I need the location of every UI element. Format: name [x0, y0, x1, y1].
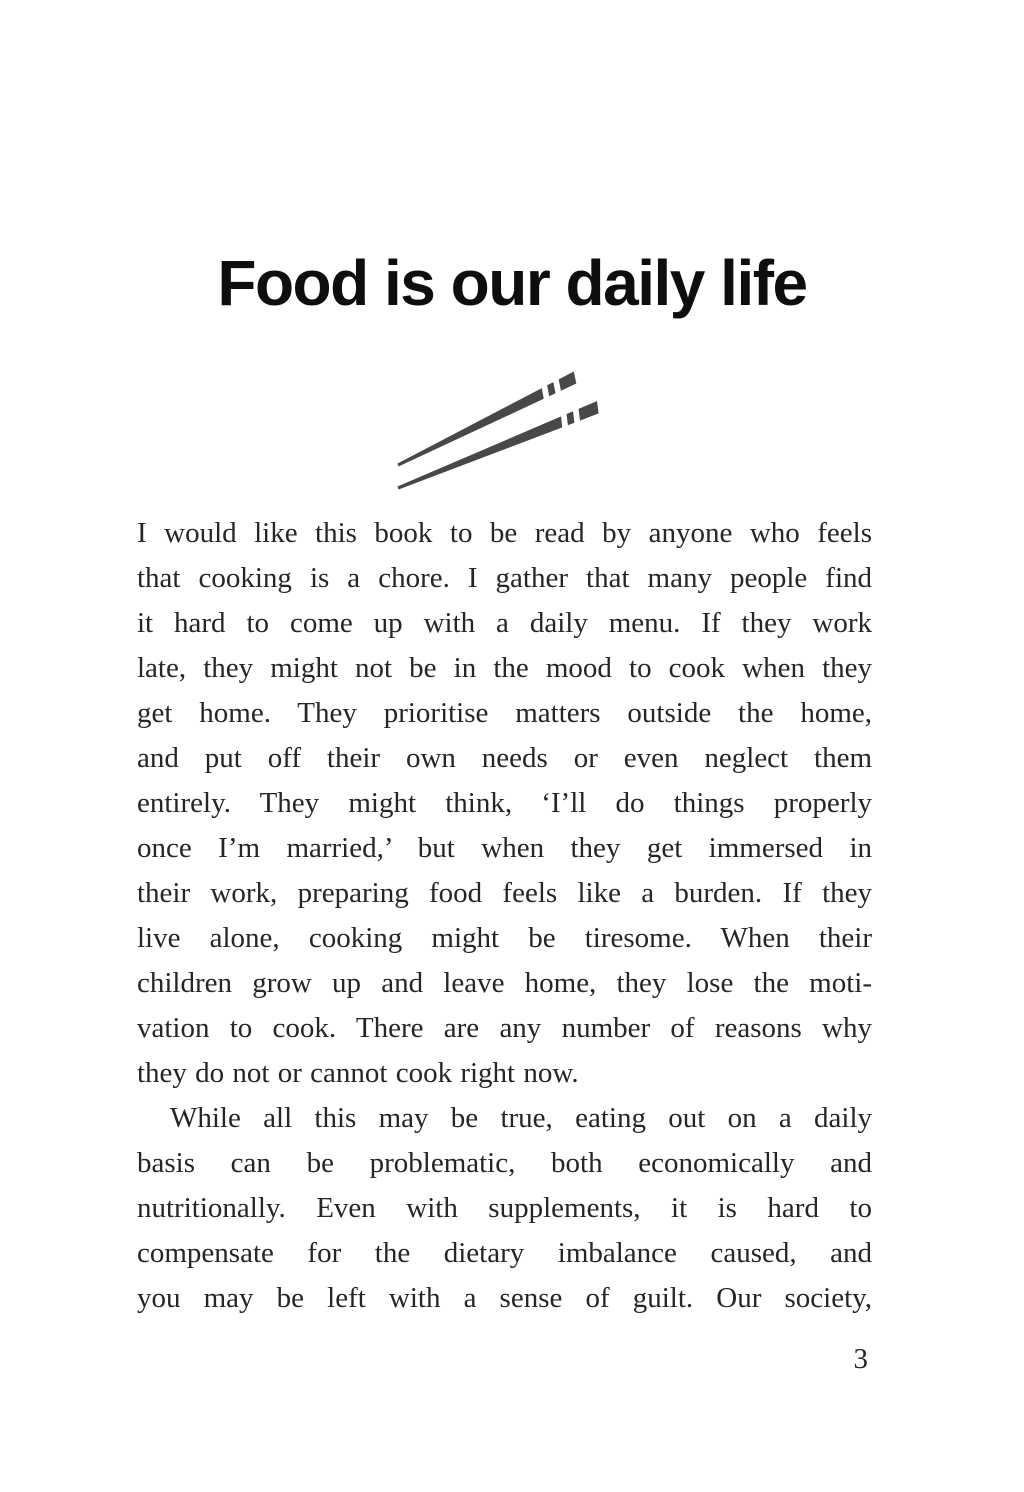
text-line: entirely. They might think, ‘I’ll do things properly: [137, 787, 872, 819]
text-line: their work, preparing food feels like a burden. If they: [137, 877, 872, 909]
text-line: basis can be problematic, both economically and: [137, 1147, 872, 1179]
text-line: that cooking is a chore. I gather that many people find: [137, 562, 872, 594]
text-line: While all this may be true, eating out on a daily: [170, 1102, 872, 1134]
text-line: live alone, cooking might be tiresome. When their: [137, 922, 872, 954]
text-line: and put off their own needs or even neglect them: [137, 742, 872, 774]
chopsticks-graphic: [385, 360, 615, 500]
text-line: children grow up and leave home, they lose the moti-: [137, 967, 872, 999]
text-line: nutritionally. Even with supplements, it is hard to: [137, 1192, 872, 1224]
text-line: I would like this book to be read by anyone who feels: [137, 517, 872, 549]
body-text: [137, 511, 872, 1321]
text-line: get home. They prioritise matters outside the home,: [137, 697, 872, 729]
text-line: they do not or cannot cook right now.: [137, 1057, 579, 1089]
text-line: vation to cook. There are any number of reasons why: [137, 1012, 872, 1044]
text-line: you may be left with a sense of guilt. Our society,: [137, 1282, 872, 1314]
text-line: late, they might not be in the mood to cook when they: [137, 652, 872, 684]
text-line: it hard to come up with a daily menu. If they work: [137, 607, 872, 639]
chopsticks-icon: [385, 360, 615, 500]
text-line: compensate for the dietary imbalance caused, and: [137, 1237, 872, 1269]
page-number: 3: [853, 1343, 868, 1375]
text-line: once I’m married,’ but when they get immersed in: [137, 832, 872, 864]
chapter-title: Food is our daily life: [217, 247, 807, 319]
